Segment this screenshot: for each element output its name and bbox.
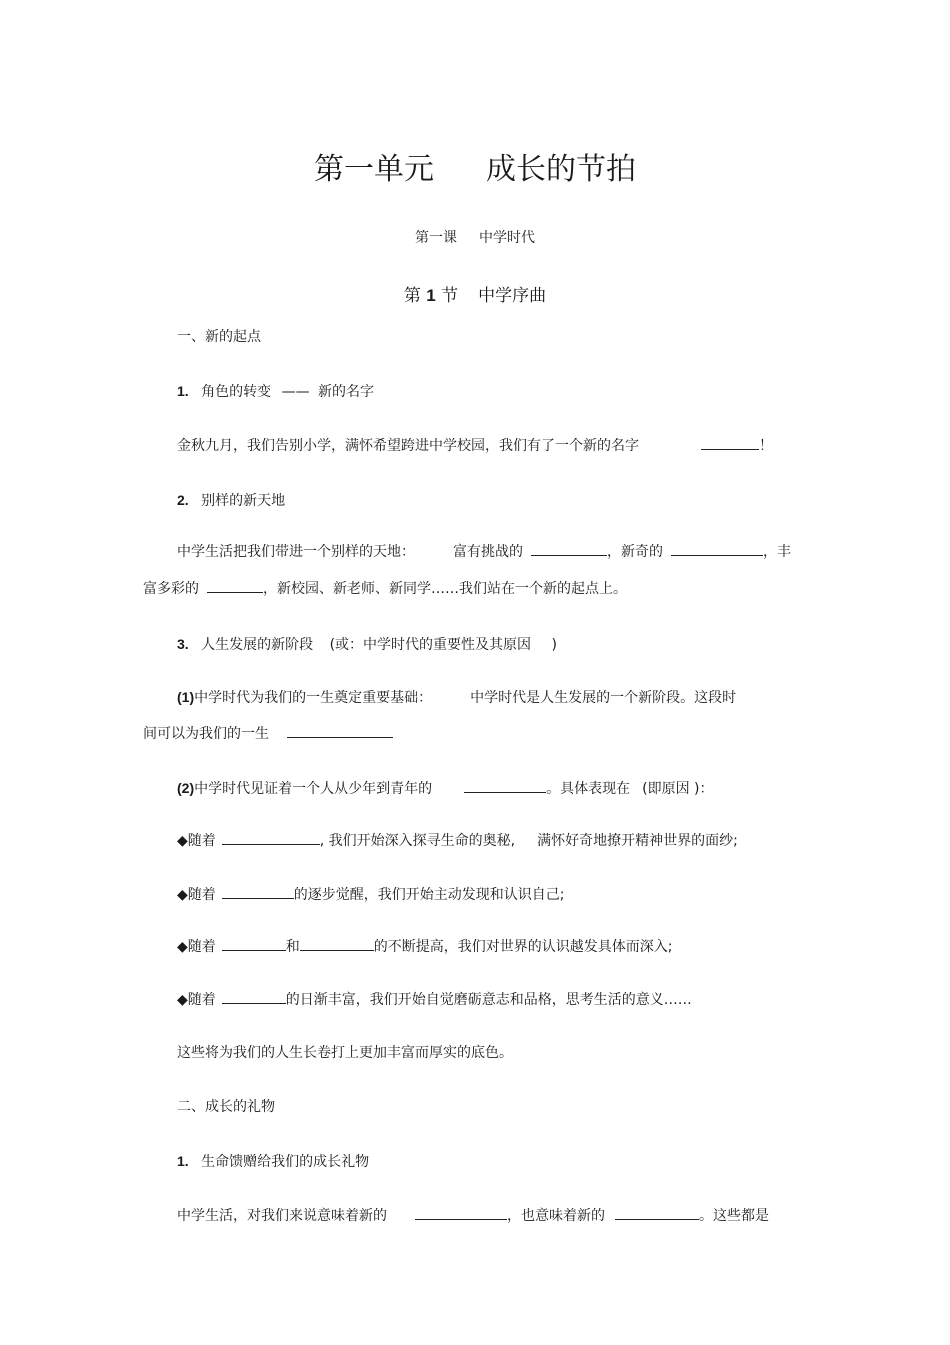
paragraph-foundation-2 — [143, 723, 393, 744]
paragraph-summary: 这些将为我们的人生长卷打上更加丰富而厚实的底色。 — [177, 1045, 513, 1061]
item-number: 1. — [177, 383, 189, 399]
paragraph-text: ，也意味着新的 — [507, 1208, 605, 1224]
item-number: 2. — [177, 492, 189, 508]
paragraph-text: 富有挑战的 — [453, 544, 523, 560]
bullet-item — [177, 936, 673, 957]
section-name: 中学序曲 — [478, 286, 547, 306]
fill-blank[interactable] — [287, 723, 393, 738]
fill-blank[interactable] — [671, 541, 763, 556]
paragraph-text: 中学时代见证着一个人从少年到青年的 — [194, 781, 433, 797]
paragraph-text: 金秋九月，我们告别小学，满怀希望跨进中学校园，我们有了一个新的名字 — [177, 438, 639, 454]
bullet-text: 的日渐丰富，我们开始自觉磨砺意志和品格，思考生活的意义…… — [285, 992, 692, 1008]
fill-blank[interactable] — [222, 989, 286, 1004]
bullet-text: 随着 — [187, 992, 216, 1008]
item-dash: —— — [281, 384, 310, 400]
item-close: ) — [551, 637, 557, 653]
heading-growth-gift: 二、成长的礼物 — [177, 1099, 275, 1115]
item-text: 生命馈赠给我们的成长礼物 — [201, 1154, 370, 1170]
item-life-gift — [177, 1151, 369, 1172]
heading-new-start: 一、新的起点 — [177, 329, 261, 345]
bullet-text: , 我们开始深入探寻生命的奥秘, — [319, 833, 516, 849]
item-new-world — [177, 490, 285, 511]
bullet-item — [177, 884, 565, 905]
paragraph-middle-school-life — [177, 1205, 769, 1226]
paragraph-new-world-1 — [177, 541, 791, 562]
paragraph-number: (1) — [177, 689, 195, 705]
paragraph-text: 中学生活把我们带进一个别样的天地： — [177, 544, 415, 560]
fill-blank[interactable] — [222, 936, 286, 951]
bullet-item — [177, 989, 692, 1010]
lesson-title — [0, 228, 950, 248]
item-paren: (或：中学时代的重要性及其原因 — [329, 637, 532, 653]
item-text: 角色的转变 — [201, 384, 272, 400]
bullet-text: 随着 — [187, 939, 216, 955]
bullet-text: 随着 — [187, 887, 216, 903]
paragraph-text: 中学时代为我们的一生奠定重要基础： — [194, 690, 433, 706]
lesson-title-part1: 第一课 — [415, 230, 457, 246]
fill-blank[interactable] — [531, 541, 607, 556]
item-number: 1. — [177, 1153, 189, 1169]
diamond-bullet-icon: ◆ — [177, 887, 188, 903]
paragraph-new-name — [177, 435, 773, 456]
paragraph-text: 间可以为我们的一生 — [143, 726, 269, 742]
section-number: 1 — [426, 286, 436, 305]
fill-blank[interactable] — [701, 435, 759, 450]
item-tail: 新的名字 — [318, 384, 375, 400]
paragraph-text: ，新校园、新老师、新同学……我们站在一个新的起点上。 — [263, 581, 627, 597]
paragraph-text: 中学生活，对我们来说意味着新的 — [177, 1208, 387, 1224]
paragraph-number: (2) — [177, 780, 195, 796]
item-text: 人生发展的新阶段 — [201, 637, 314, 653]
diamond-bullet-icon: ◆ — [177, 992, 188, 1008]
fill-blank[interactable] — [222, 830, 320, 845]
fill-blank[interactable] — [615, 1205, 699, 1220]
fill-blank[interactable] — [415, 1205, 507, 1220]
paragraph-foundation-1 — [177, 687, 736, 708]
section-suffix: 节 — [441, 286, 459, 306]
section-title — [0, 284, 950, 308]
item-number: 3. — [177, 636, 189, 652]
paragraph-text: 。这些都是 — [699, 1208, 769, 1224]
paragraph-new-world-2 — [143, 578, 627, 599]
bullet-text: 和 — [285, 939, 300, 955]
paragraph-text: ，新奇的 — [607, 544, 663, 560]
fill-blank[interactable] — [464, 778, 546, 793]
fill-blank[interactable] — [207, 578, 263, 593]
unit-title-part1: 第一单元 — [314, 152, 434, 187]
item-role-change — [177, 381, 374, 402]
unit-title — [0, 150, 950, 190]
paragraph-text: 中学时代是人生发展的一个新阶段。这段时 — [470, 690, 737, 706]
item-new-stage — [177, 634, 557, 655]
diamond-bullet-icon: ◆ — [177, 833, 188, 849]
bullet-text: 的逐步觉醒，我们开始主动发现和认识自己; — [293, 887, 565, 903]
bullet-text: 随着 — [187, 833, 216, 849]
bullet-item — [177, 830, 738, 851]
paragraph-end: ！ — [759, 438, 773, 454]
paragraph-text: 。具体表现在 — [546, 781, 631, 797]
section-prefix: 第 — [403, 286, 421, 306]
diamond-bullet-icon: ◆ — [177, 939, 188, 955]
lesson-title-part2: 中学时代 — [479, 230, 535, 246]
item-text: 别样的新天地 — [201, 493, 286, 509]
paragraph-text: (即原因 )： — [642, 781, 714, 797]
paragraph-witness — [177, 778, 714, 799]
paragraph-text: ，丰 — [763, 544, 791, 560]
unit-title-part2: 成长的节拍 — [486, 152, 636, 187]
bullet-text: 满怀好奇地撩开精神世界的面纱; — [537, 833, 738, 849]
bullet-text: 的不断提高，我们对世界的认识越发具体而深入; — [373, 939, 673, 955]
fill-blank[interactable] — [222, 884, 294, 899]
paragraph-text: 富多彩的 — [143, 581, 199, 597]
fill-blank[interactable] — [300, 936, 374, 951]
